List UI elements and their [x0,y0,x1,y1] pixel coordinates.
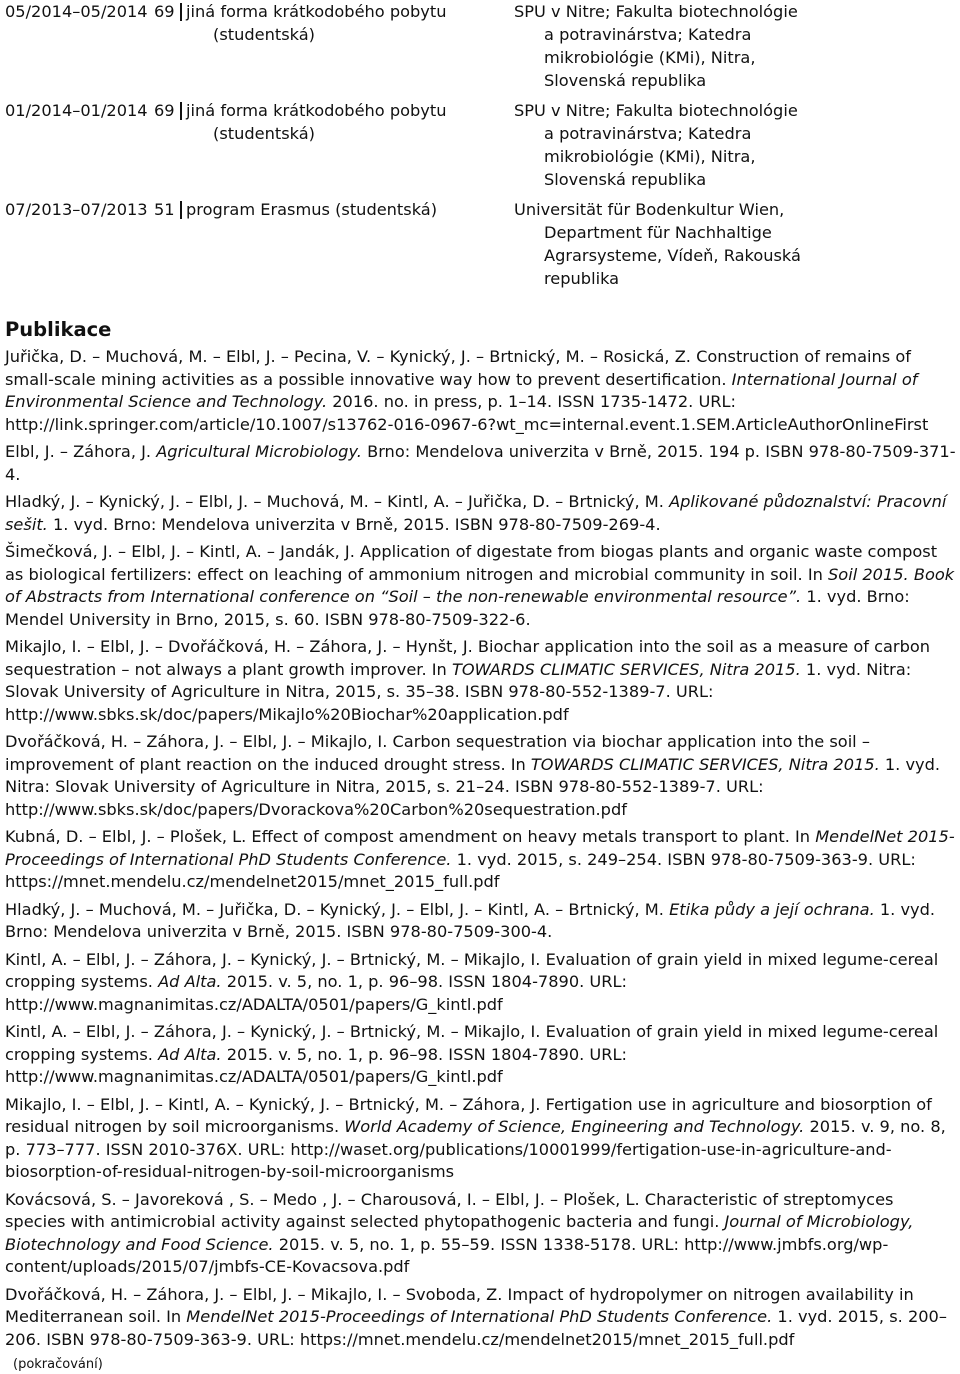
stay-institution-line: Slovenská republika [544,170,707,189]
stay-row [5,198,960,290]
stay-row [5,99,960,191]
publication-authors-title: Hladký, J. – Kynický, J. – Elbl, J. – Muchová, M. – Kintl, A. – Juřička, D. – Brtnický, M. [5,492,670,511]
publication-entry [5,346,957,436]
publication-venue: Ad Alta. [158,1044,222,1064]
publication-entry [5,949,957,1017]
stay-type-line: jiná forma krátkodobého pobytu [186,2,447,21]
publication-venue: International Journal of Environmental Science and Technology. [5,369,918,411]
stay-institution-line: republika [544,269,620,288]
publication-entry [5,636,957,726]
stay-institution-line: Universität für Bodenkultur Wien, [514,200,785,219]
stay-type [186,198,514,290]
publication-venue: MendelNet 2015-Proceedings of International PhD Students Conference. [5,827,955,869]
publication-entry [5,1189,957,1279]
publication-venue: Etika půdy a její ochrana. [669,899,875,919]
stay-institution-line: Agrarsysteme, Vídeň, Rakouská [544,246,801,265]
stay-institution-line: mikrobiológie (KMi), Nitra, [544,48,756,67]
publication-authors-title: Kovácsová, S. – Javoreková , S. – Medo , J. – Charousová, I. – Elbl, J. – Plošek, L. Characteristic of streptomyces species with antimicrobial activity against selected phytopathogenic bacteria and fungi. [5,1189,894,1231]
stay-institution [514,99,814,191]
stay-code: 51 [154,200,175,219]
publication-entry [5,541,957,631]
publication-details: 2016. no. in press, p. 1–14. ISSN 1735-1472. URL: http://link.springer.com/article/10.1007/s13762-016-0967-6?wt_mc=internal.event.1.SEM.ArticleAuthorOnlineFirst [5,392,929,434]
stay-institution-line: a potravinárstva; Katedra [544,25,752,44]
stay-dates: 07/2013–07/2013 [5,200,148,219]
publication-authors-title: Šimečková, J. – Elbl, J. – Kintl, A. – Jandák, J. Application of digestate from biogas plants and organic waste compost as biological fertilizers: effect on leaching of ammonium nitrogen and microbial community in soil. In [5,542,938,584]
stay-dates: 01/2014–01/2014 [5,101,148,120]
publication-entry [5,731,957,821]
stay-code: 69 [154,2,175,21]
publication-authors-title: Mikajlo, I. – Elbl, J. – Kintl, A. – Kynický, J. – Brtnický, M. – Záhora, J. Fertigation use in agriculture and biosorption of residual nitrogen by soil microorganisms. [5,1094,932,1136]
publication-authors-title: Kubná, D. – Elbl, J. – Plošek, L. Effect of compost amendment on heavy metals transport to plant. In [5,827,816,846]
stay-institution [514,198,814,290]
publication-details: 1. vyd. Brno: Mendel University in Brno, 2015, s. 60. ISBN 978-80-7509-322-6. [5,587,910,629]
publication-details: 2015. v. 5, no. 1, p. 96–98. ISSN 1804-7890. URL: http://www.magnanimitas.cz/ADALTA/0501/papers/G_kintl.pdf [5,1044,627,1086]
stay-separator [180,201,182,219]
stay-institution-line: Department für Nachhaltige [544,223,772,242]
publication-entry [5,1094,957,1184]
section-title: Publikace [5,318,112,341]
publication-authors-title: Kintl, A. – Elbl, J. – Záhora, J. – Kynický, J. – Brtnický, M. – Mikajlo, I. Evaluation of grain yield in mixed legume-cereal cropping systems. [5,949,939,991]
stay-institution-line: Slovenská republika [544,71,707,90]
publication-venue: World Academy of Science, Engineering and Technology. [344,1117,805,1136]
publication-venue: TOWARDS CLIMATIC SERVICES, Nitra 2015. [451,659,801,679]
publication-venue: MendelNet 2015-Proceedings of International PhD Students Conference. [186,1307,773,1326]
publication-authors-title: Dvořáčková, H. – Záhora, J. – Elbl, J. – Mikajlo, I. – Svoboda, Z. Impact of hydropolymer on nitrogen availability in Mediterranean soil. In [5,1284,914,1326]
publication-venue: Agricultural Microbiology. [156,442,362,461]
stay-institution-line: SPU v Nitre; Fakulta biotechnológie [514,101,798,120]
stay-type-line: (studentská) [213,124,315,143]
publication-entry [5,1021,957,1089]
stay-separator [180,3,182,21]
publication-entry [5,826,957,894]
publication-details: 1. vyd. Nitra: Slovak University of Agriculture in Nitra, 2015, s. 21–24. ISBN 978-80-552-1389-7. URL: http://www.sbks.sk/doc/papers/Dvorackova%20Carbon%20sequestration.pdf [5,754,941,819]
stay-code: 69 [154,101,175,120]
stay-institution-line: SPU v Nitre; Fakulta biotechnológie [514,2,798,21]
stay-type [186,99,514,191]
publication-details: 1. vyd. Brno: Mendelova univerzita v Brně, 2015. ISBN 978-80-7509-300-4. [5,899,936,941]
publication-entry [5,441,957,486]
stay-dates: 05/2014–05/2014 [5,2,148,21]
publication-details: Brno: Mendelova univerzita v Brně, 2015. 194 p. ISBN 978-80-7509-371-4. [5,442,956,484]
stay-type-line: (studentská) [213,25,315,44]
publication-details: 1. vyd. Brno: Mendelova univerzita v Brně, 2015. ISBN 978-80-7509-269-4. [47,514,661,534]
publication-details: 1. vyd. 2015, s. 249–254. ISBN 978-80-7509-363-9. URL: https://mnet.mendelu.cz/mendelnet2015/mnet_2015_full.pdf [5,849,916,891]
publication-authors-title: Kintl, A. – Elbl, J. – Záhora, J. – Kynický, J. – Brtnický, M. – Mikajlo, I. Evaluation of grain yield in mixed legume-cereal cropping systems. [5,1022,939,1064]
publication-authors-title: Mikajlo, I. – Elbl, J. – Dvořáčková, H. – Záhora, J. – Hynšt, J. Biochar application into the soil as a measure of carbon sequestration – not always a plant growth improver. In [5,637,931,679]
publication-entry [5,1284,957,1352]
publication-venue: Soil 2015. Book of Abstracts from International conference on “Soil – the non-renewable environmental resource”. [5,564,955,606]
publication-venue: Journal of Microbiology, Biotechnology and Food Science. [5,1212,914,1254]
publication-venue: Ad Alta. [158,972,222,991]
continued-note: (pokračování) [13,1357,103,1372]
publication-details: 2015. v. 5, no. 1, p. 55–59. ISSN 1338-5178. URL: http://www.jmbfs.org/wp-content/uploads/2015/07/jmbfs-CE-Kovacsova.pdf [5,1234,889,1276]
publication-details: 1. vyd. Nitra: Slovak University of Agriculture in Nitra, 2015, s. 35–38. ISBN 978-80-552-1389-7. URL: http://www.sbks.sk/doc/papers/Mikajlo%20Biochar%20application.pdf [5,659,912,724]
publication-entry [5,491,957,536]
publication-authors-title: Elbl, J. – Záhora, J. [5,442,157,461]
stays-list [5,0,960,290]
publication-authors-title: Hladký, J. – Muchová, M. – Juřička, D. – Kynický, J. – Elbl, J. – Kintl, A. – Brtnický, M. [5,899,670,919]
stay-institution-line: a potravinárstva; Katedra [544,124,752,143]
publication-authors-title: Juřička, D. – Muchová, M. – Elbl, J. – Pecina, V. – Kynický, J. – Brtnický, M. – Rosická, Z. Construction of remains of small-scale mining activities as a possible innovative way how to prevent desertification. [5,347,911,389]
publication-venue: Aplikované půdoznalství: Pracovní sešit. [5,492,947,534]
stay-type-line: jiná forma krátkodobého pobytu [186,101,447,120]
stay-institution-line: mikrobiológie (KMi), Nitra, [544,147,756,166]
publication-entry [5,899,957,944]
stay-separator [180,102,182,120]
publication-details: 2015. v. 9, no. 8, p. 773–777. ISSN 2010-376X. URL: http://waset.org/publications/10001999/fertigation-use-in-agriculture-and-biosorption-of-residual-nitrogen-by-soil-microorganisms [5,1117,946,1181]
stay-type-line: program Erasmus (studentská) [186,200,438,219]
stay-row [5,0,960,92]
publication-details: 1. vyd. 2015, s. 200–206. ISBN 978-80-7509-363-9. URL: https://mnet.mendelu.cz/mendelnet2015/mnet_2015_full.pdf [5,1307,947,1349]
publication-list [5,346,957,1351]
publication-details: 2015. v. 5, no. 1, p. 96–98. ISSN 1804-7890. URL: http://www.magnanimitas.cz/ADALTA/0501/papers/G_kintl.pdf [5,972,627,1014]
stay-institution [514,0,814,92]
publication-venue: TOWARDS CLIMATIC SERVICES, Nitra 2015. [530,754,880,774]
publication-authors-title: Dvořáčková, H. – Záhora, J. – Elbl, J. – Mikajlo, I. Carbon sequestration via biochar application into the soil – improvement of plant reaction on the induced drought stress. In [5,732,870,774]
stay-type [186,0,514,92]
